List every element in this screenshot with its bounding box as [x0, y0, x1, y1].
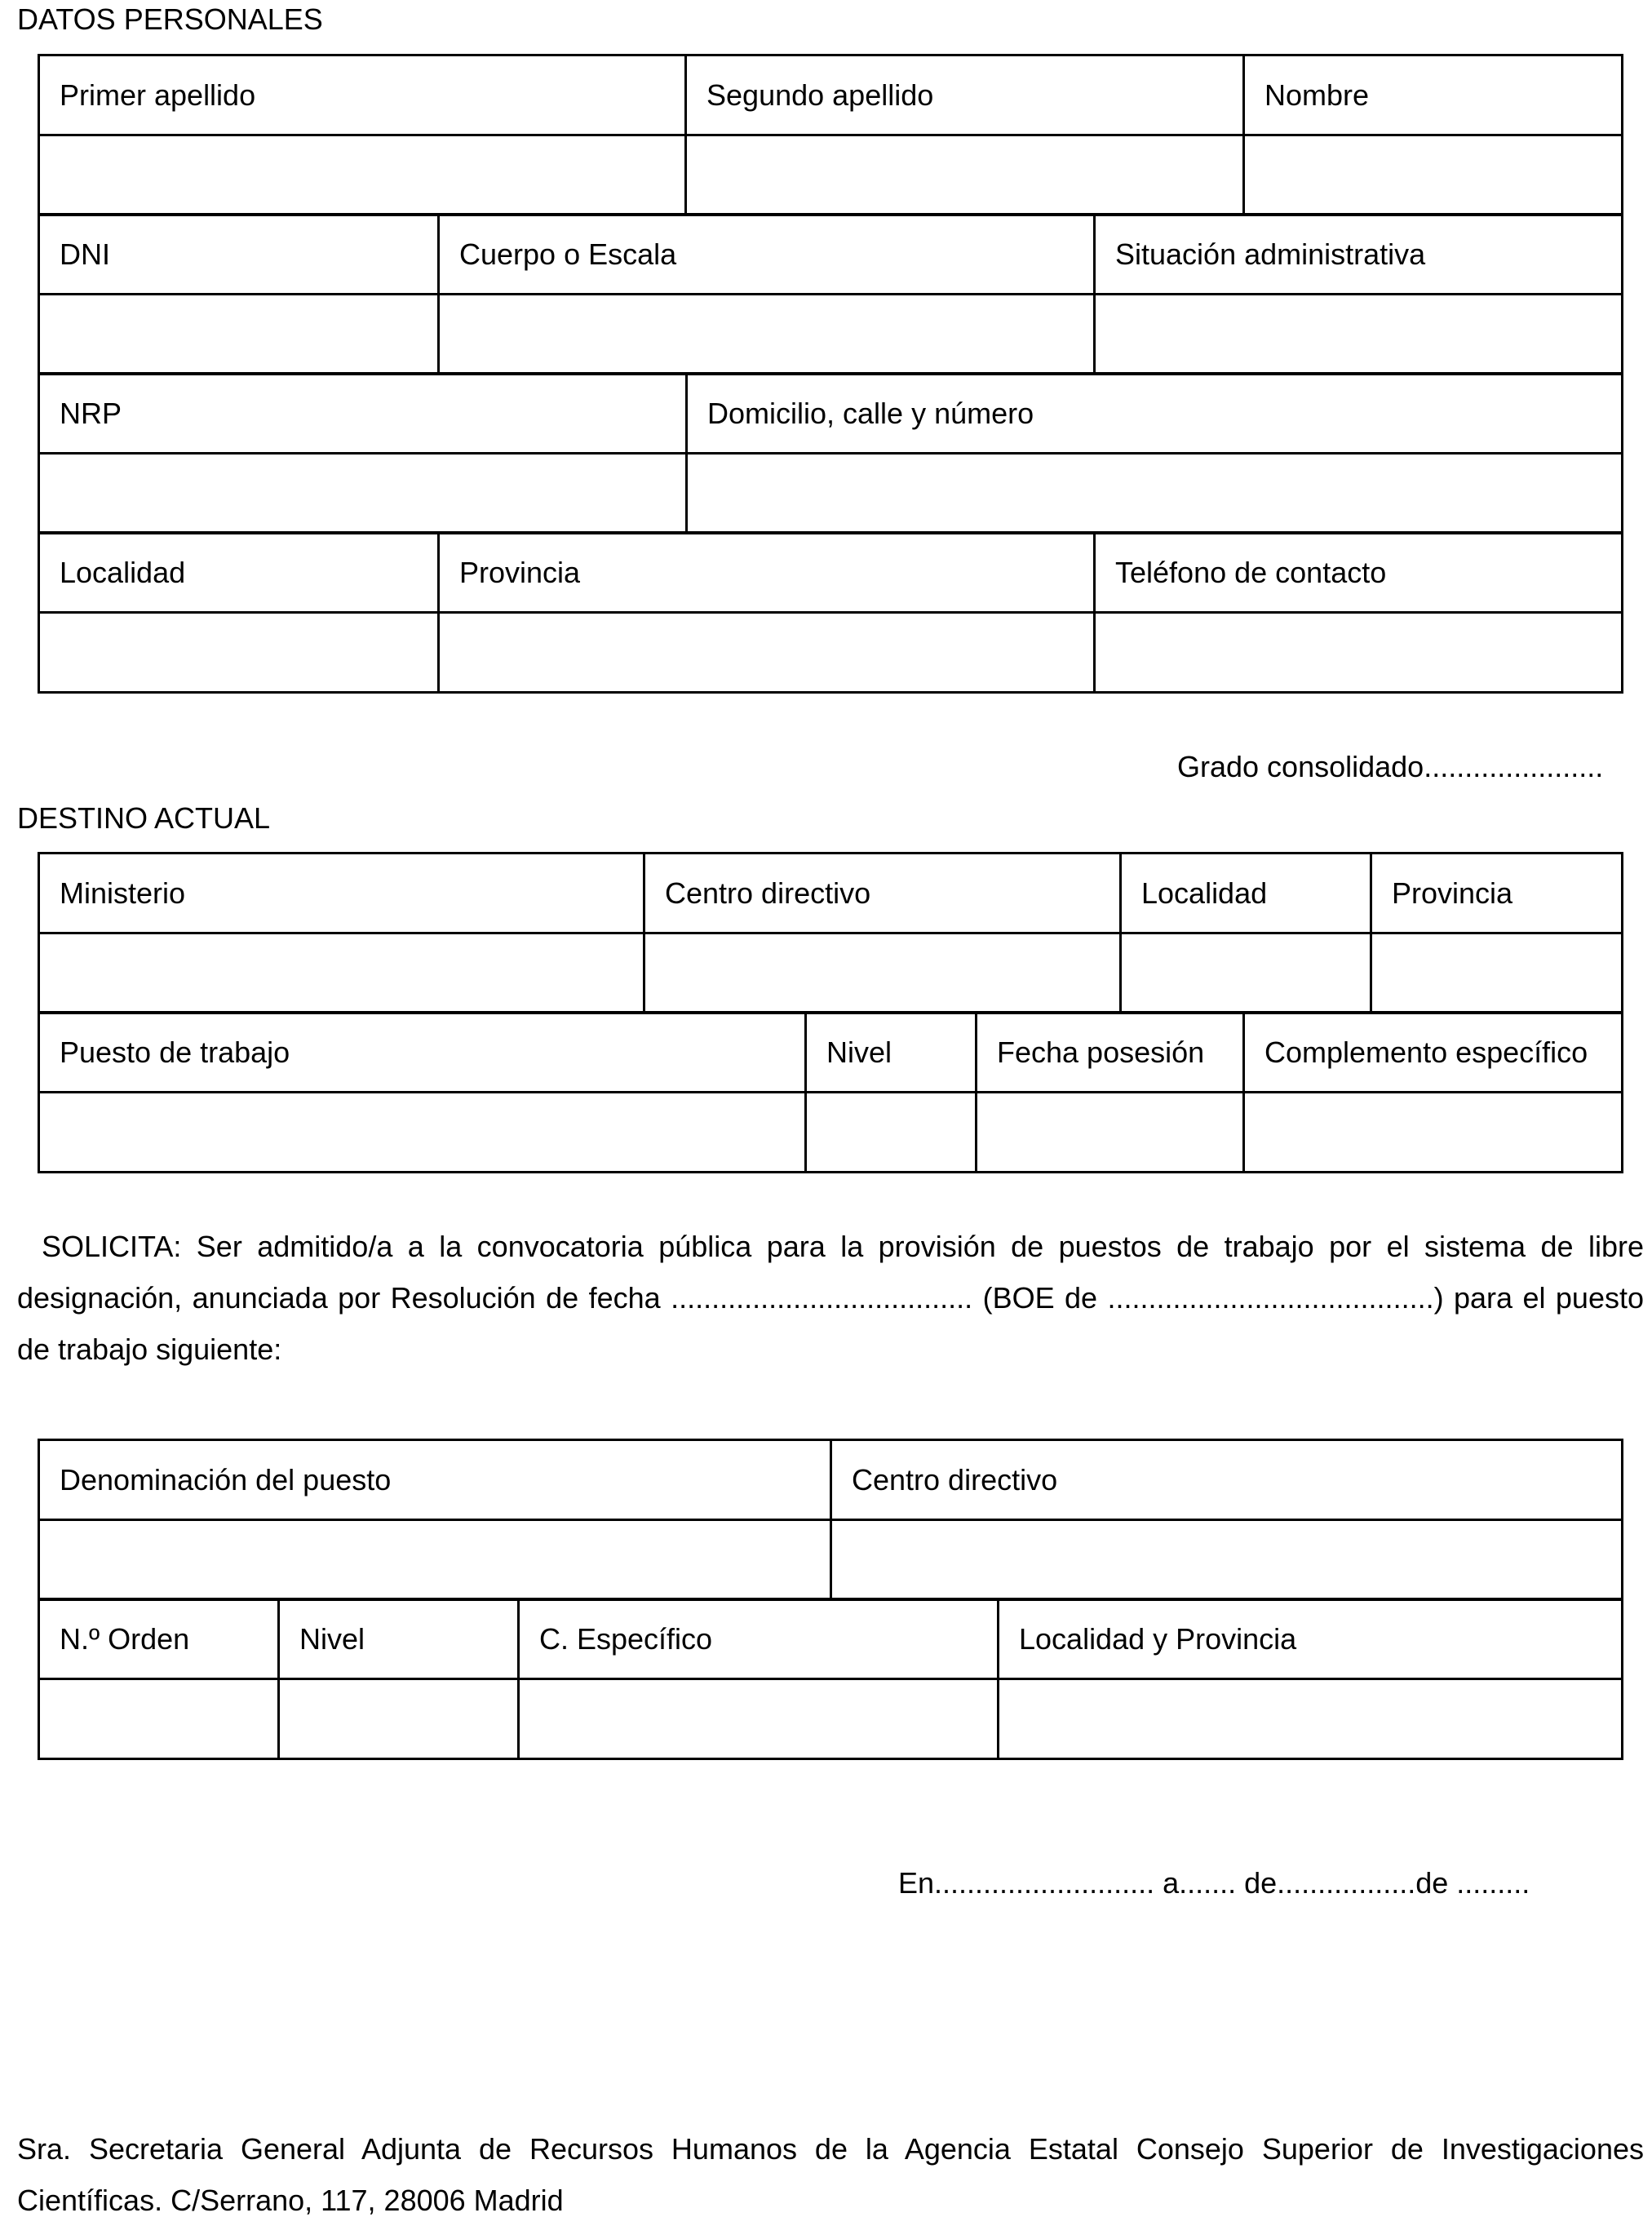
- puesto-solicitado-table-2: [38, 1598, 1623, 1760]
- fecha-posesion-label: Fecha posesión: [977, 1013, 1244, 1093]
- destino-localidad-field[interactable]: [1121, 933, 1371, 1013]
- ministerio-label: Ministerio: [39, 854, 644, 933]
- dni-label: DNI: [39, 215, 439, 295]
- situacion-administrativa-field[interactable]: [1095, 295, 1623, 375]
- nombre-field[interactable]: [1244, 135, 1623, 215]
- denominacion-puesto-field[interactable]: [39, 1520, 831, 1600]
- nrp-label: NRP: [39, 374, 687, 454]
- telefono-field[interactable]: [1095, 613, 1623, 693]
- situacion-administrativa-label: Situación administrativa: [1095, 215, 1623, 295]
- primer-apellido-label: Primer apellido: [39, 55, 686, 135]
- telefono-label: Teléfono de contacto: [1095, 533, 1623, 613]
- segundo-apellido-label: Segundo apellido: [686, 55, 1244, 135]
- localidad-provincia-field[interactable]: [999, 1679, 1623, 1759]
- fecha-lugar-line: En........................... a....... de.................de .........: [898, 1866, 1530, 1900]
- n-orden-label: N.º Orden: [39, 1599, 279, 1679]
- centro-directivo-field[interactable]: [644, 933, 1121, 1013]
- datos-personales-table-3: [38, 372, 1623, 534]
- solicita-paragraph: SOLICITA: Ser admitido/a a la convocatoria pública para la provisión de puestos de trabajo por el sistema de libre designación, anunciada por Resolución de fecha ..................................... (BOE de ........................................) para el puesto de trabajo siguiente:: [17, 1230, 1644, 1366]
- domicilio-field[interactable]: [687, 454, 1623, 534]
- puesto-solicitado-table: [38, 1439, 1623, 1601]
- datos-personales-table: [38, 54, 1623, 216]
- puesto-nivel-label: Nivel: [279, 1599, 519, 1679]
- localidad-label: Localidad: [39, 533, 439, 613]
- complemento-especifico-field[interactable]: [1244, 1093, 1623, 1173]
- complemento-especifico-label: Complemento específico: [1244, 1013, 1623, 1093]
- destino-actual-table-2: [38, 1011, 1623, 1173]
- puesto-trabajo-field[interactable]: [39, 1093, 806, 1173]
- nombre-label: Nombre: [1244, 55, 1623, 135]
- n-orden-field[interactable]: [39, 1679, 279, 1759]
- datos-personales-table-2: [38, 213, 1623, 375]
- puesto-trabajo-label: Puesto de trabajo: [39, 1013, 806, 1093]
- destinatario-paragraph: Sra. Secretaria General Adjunta de Recursos Humanos de la Agencia Estatal Consejo Superior de Investigaciones Científicas. C/Serrano, 117, 28006 Madrid: [17, 2132, 1644, 2217]
- datos-personales-title: DATOS PERSONALES: [17, 2, 323, 36]
- c-especifico-label: C. Específico: [519, 1599, 999, 1679]
- cuerpo-escala-label: Cuerpo o Escala: [439, 215, 1095, 295]
- c-especifico-field[interactable]: [519, 1679, 999, 1759]
- destino-actual-title: DESTINO ACTUAL: [17, 801, 271, 835]
- destino-provincia-field[interactable]: [1371, 933, 1623, 1013]
- localidad-provincia-label: Localidad y Provincia: [999, 1599, 1623, 1679]
- domicilio-label: Domicilio, calle y número: [687, 374, 1623, 454]
- nivel-field[interactable]: [806, 1093, 977, 1173]
- denominacion-puesto-label: Denominación del puesto: [39, 1440, 831, 1520]
- puesto-centro-directivo-label: Centro directivo: [831, 1440, 1623, 1520]
- puesto-nivel-field[interactable]: [279, 1679, 519, 1759]
- destino-actual-table: [38, 852, 1623, 1014]
- ministerio-field[interactable]: [39, 933, 644, 1013]
- destino-provincia-label: Provincia: [1371, 854, 1623, 933]
- provincia-label: Provincia: [439, 533, 1095, 613]
- localidad-field[interactable]: [39, 613, 439, 693]
- dni-field[interactable]: [39, 295, 439, 375]
- nrp-field[interactable]: [39, 454, 687, 534]
- puesto-centro-directivo-field[interactable]: [831, 1520, 1623, 1600]
- destino-localidad-label: Localidad: [1121, 854, 1371, 933]
- primer-apellido-field[interactable]: [39, 135, 686, 215]
- datos-personales-table-4: [38, 531, 1623, 694]
- fecha-posesion-field[interactable]: [977, 1093, 1244, 1173]
- nivel-label: Nivel: [806, 1013, 977, 1093]
- grado-consolidado: Grado consolidado......................: [1177, 750, 1604, 783]
- centro-directivo-label: Centro directivo: [644, 854, 1121, 933]
- cuerpo-escala-field[interactable]: [439, 295, 1095, 375]
- segundo-apellido-field[interactable]: [686, 135, 1244, 215]
- provincia-field[interactable]: [439, 613, 1095, 693]
